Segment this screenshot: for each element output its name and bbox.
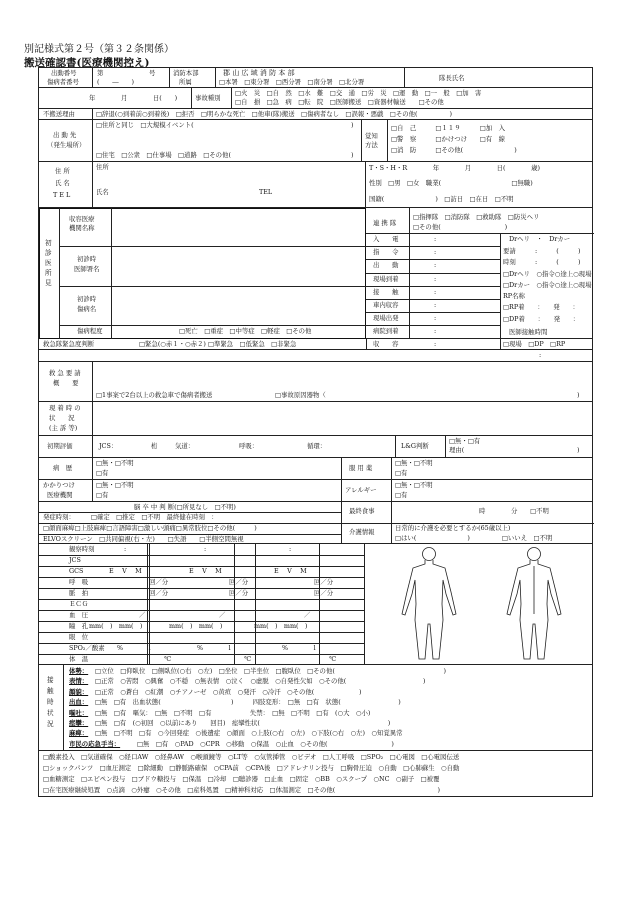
contact-item-label: 麻痺： [69, 729, 89, 738]
multi-ambulance-checkbox[interactable]: □1事案で2台以上の救急車で傷病者搬送 [96, 391, 213, 399]
treatment-section [38, 751, 593, 797]
initial-assessment-label: 初期評価 [47, 442, 73, 450]
arrival-status-label-3: (主 訴 等) [49, 424, 78, 432]
hospital-label-1: 収容医療 [69, 215, 95, 223]
station-checkboxes[interactable]: □本署 □東分署 □西分署 □南分署 □北分署 [219, 78, 365, 86]
report-method-sublabel: 方法 [365, 141, 378, 149]
contact-item-options[interactable]: □立位 □仰臥位 □側臥位(○右 ○左) □坐位 □半坐位 □腹臥位 □その他( ) [95, 667, 446, 675]
contact-item-options[interactable]: □無 □不明 □有 ○今回発症 ○後遺症 ○顔面 ○上肢(○右 ○左) ○下肢(○右 ○左) ○知覚異常 [95, 729, 403, 738]
patient-number-label: 傷病者番号 [47, 78, 79, 86]
time-value[interactable]: : [434, 287, 437, 296]
method-checkboxes-2[interactable]: □警 察 □かけつけ □有 線 [391, 135, 505, 143]
airway-field[interactable]: 気道： [175, 442, 195, 450]
address-label: 住 所 [55, 167, 70, 175]
time-label: 現場到着 [373, 274, 399, 283]
location-same-checkbox[interactable]: □住所と同じ □大規模イベント( [96, 121, 194, 129]
jcs-value[interactable]: 桁 [151, 442, 158, 450]
allergy-label: アレルギー [345, 486, 377, 494]
lg-reason-field[interactable]: 理由( [449, 446, 465, 454]
treatment-checkboxes[interactable]: □在宅医療継続処置 ○点滴 ○外瘻 ○その他 □産科処置 □精神科対応 □体温測定 □その他( ) [43, 786, 440, 794]
stroke-symptom-checkboxes[interactable]: □顔面麻痺□上肢麻痺□言語障害□激しい頭痛□異常肢位□その他( ) [43, 524, 257, 532]
paren-close: ) [351, 151, 354, 159]
contact-status-label: 接触時状況 [47, 676, 54, 728]
location-label: 出 動 先 [53, 131, 77, 139]
vital-value[interactable]: : [289, 545, 292, 553]
go-label: 号 [149, 69, 156, 77]
vital-value[interactable]: ℃ [329, 655, 337, 663]
vital-value[interactable]: : [124, 545, 127, 553]
vital-value[interactable]: E V M [109, 567, 142, 575]
tel-label: T E L [53, 191, 71, 199]
medication-label: 服 用 薬 [349, 464, 373, 472]
dp-arrival-field[interactable]: □DP着 ： 発 ： [503, 315, 580, 323]
last-meal-label: 最終食事 [349, 507, 375, 515]
support-team-checkboxes-2[interactable]: □その他( ) [413, 223, 508, 231]
paren-close: ) [577, 446, 580, 454]
vital-value[interactable]: mm( ) mm( ) [169, 622, 223, 630]
request-summary-sublabel: 概 要 [53, 379, 79, 387]
vital-value[interactable]: : [204, 545, 207, 553]
time-value[interactable]: : [434, 261, 437, 270]
contact-item-label: 体勢： [69, 667, 89, 675]
arrival-status-row [38, 402, 593, 436]
hospital-label-2: 機関名称 [69, 224, 95, 232]
allergy-yes-checkbox[interactable]: □有 [395, 491, 408, 499]
patient-row [38, 162, 593, 208]
care-checkboxes[interactable]: □はい( ) □いいえ □不明 [395, 534, 553, 542]
history-yes-checkbox[interactable]: □有 [96, 469, 109, 477]
vital-value[interactable]: 回／分 [149, 578, 169, 586]
stroke-row [38, 502, 593, 544]
vital-label: GCS [69, 567, 84, 575]
heli-time[interactable]: 時刻 : ( ) [503, 258, 581, 266]
dispatch-row [38, 67, 593, 88]
vital-value[interactable]: 回／分 [229, 589, 249, 597]
location-sublabel: （発生場所） [47, 141, 86, 149]
contact-item-options[interactable]: □正常 ○蒼白 ○紅潮 ○チアノーゼ ○黄疸 ○発汗 ○冷汗 ○その他( ) [95, 687, 362, 696]
care-question: 日常的に介護を必要とするか(65歳以上) [395, 524, 511, 532]
captain-name-label: 隊長氏名 [439, 74, 465, 82]
vital-value[interactable]: E V M [189, 567, 222, 575]
request-summary-row [38, 362, 593, 402]
vital-value[interactable]: % l [197, 644, 231, 652]
vital-value[interactable]: ／ [139, 611, 146, 619]
urgency-checkboxes[interactable]: □緊急(○赤１・○赤２) □準緊急 □低緊急 □非緊急 [139, 340, 297, 348]
vital-value[interactable]: 回／分 [229, 578, 249, 586]
last-meal-field[interactable]: 時 分 □不明 [479, 507, 549, 515]
urgency-label: 救急隊緊急度判断 [43, 340, 95, 348]
time-label: 病院到着 [373, 327, 399, 336]
paren-close: ) [351, 121, 354, 129]
form-title: 搬送確認書(医療機関控え) [24, 57, 150, 69]
elvo-checkboxes[interactable]: ELVOスクリーン □共同偏視(右・左) □失語 □半側空間無視 [43, 535, 244, 543]
family-doctor-none-checkbox[interactable]: □無・□不明 [96, 481, 134, 489]
contact-item-label: 表情： [69, 677, 89, 686]
vital-value[interactable]: ℃ [244, 655, 252, 663]
vital-label: 体 温 [69, 655, 89, 663]
time-label: 入 電 [373, 235, 399, 243]
hq-label: 消防本部 [173, 69, 199, 77]
body-diagram[interactable] [369, 544, 591, 665]
vital-value[interactable]: ／ [219, 611, 226, 619]
urgency-sub-row [38, 350, 593, 362]
vital-value[interactable]: mm( ) mm( ) [89, 622, 143, 630]
vital-label: SPO₂／酸素 [69, 644, 105, 652]
contact-item-label: 痙攣： [69, 719, 89, 727]
vital-label: ＥＣＧ [69, 600, 89, 608]
history-label: 病 歴 [53, 464, 73, 472]
form-number: 別記様式第２号（第３２条関係） [24, 44, 174, 55]
time-label: 接 触 [373, 287, 399, 296]
non-transport-label: 不搬送理由 [43, 110, 75, 118]
contact-item-options[interactable]: □無 □有 (○初回 ○以前にあり 回目) 痙攣性状( ) [95, 719, 391, 727]
time-label: 現場出発 [373, 314, 399, 323]
admission-time[interactable]: : [434, 340, 437, 348]
heli-request-time[interactable]: 要請 : ( ) [503, 247, 581, 255]
location-type-checkboxes[interactable]: □住宅 □公衆 □仕事場 □道路 □その他( [96, 151, 231, 159]
accident-object-checkbox[interactable]: □事故原因器物（ [275, 391, 326, 399]
time-value[interactable]: : [434, 274, 437, 283]
nationality-field[interactable]: 国籍( ) □訪日 □在日 □不明 [369, 195, 514, 203]
name-field[interactable]: 氏名 [96, 188, 109, 196]
date-incident-row [38, 88, 593, 109]
non-transport-checkboxes[interactable]: □辞退(○到着前○到着後) □拒否 □明らかな死亡 □他車(隊)搬送 □傷病者なし □誤報・悪戯 □その他( ) [96, 110, 452, 118]
heli-header: Drヘリ ・ Drカー [509, 235, 571, 243]
doctor-label-2: 医師署名 [74, 265, 100, 273]
report-method-label: 覚知 [365, 132, 378, 140]
doctor-contact-label: 医師接触時間 [509, 328, 548, 336]
family-doctor-label-2: 医療機関 [47, 491, 73, 499]
family-doctor-yes-checkbox[interactable]: □有 [96, 491, 109, 499]
breathing-field[interactable]: 呼吸： [239, 442, 259, 450]
time-label: 指 令 [373, 248, 399, 257]
vital-label: 脈 拍 [69, 589, 89, 597]
lg-checkbox[interactable]: □無・□有 [449, 437, 481, 445]
rp-name-field[interactable]: RP名称 [503, 292, 525, 300]
vital-value[interactable]: 回／分 [314, 578, 334, 586]
tel-field[interactable]: TEL [259, 188, 273, 196]
time-label: 車内収容 [373, 301, 399, 309]
treatment-checkboxes[interactable]: □血糖測定 □エピペン投与 □ブドウ糖投与 □保温 □冷却 □聴診器 □止血 □固定 ○BB ○スクープ ○NC ○副子 □被覆 [43, 775, 440, 783]
family-doctor-label-1: かかりつけ [43, 481, 75, 489]
body-back-figure [507, 548, 561, 660]
history-none-checkbox[interactable]: □無・□不明 [96, 459, 134, 467]
treatment-checkboxes[interactable]: □ショックパンツ □血圧測定 □除細動 □静脈路確保 ○CPA前 ○CPA後 □アドレナリン投与 □胸骨圧迫 ○自動 □心肺蘇生 ○自動 [43, 764, 460, 772]
contact-status-section [38, 665, 593, 751]
family-doctor-row [38, 480, 593, 502]
lg-label: L&G判断 [401, 442, 429, 450]
arrival-status-label-1: 現 着 時 の [49, 404, 81, 412]
vital-label: 観察時刻 [69, 545, 95, 553]
onset-time-field[interactable]: 発症時刻： □確定 □推定 □不明 最終健在時刻 ： [43, 513, 218, 521]
vital-label: 呼 吸 [69, 578, 89, 586]
arrival-status-label-2: 状 況 [49, 414, 75, 422]
vital-value[interactable]: 回／分 [149, 589, 169, 597]
sex-job-field[interactable]: 性別 □男 □女 職業( □無職) [369, 179, 533, 187]
initial-assessment-row [38, 436, 593, 458]
jcs-label: JCS： [99, 442, 118, 450]
vitals-section [38, 544, 593, 665]
severity-label: 傷病程度 [77, 327, 103, 335]
dispatch-number-label: 出動番号 [51, 69, 77, 77]
medication-none-checkbox[interactable]: □無・□不明 [395, 459, 433, 467]
diagnosis-label-1: 初診時 [77, 295, 97, 303]
contact-item-label: 市民の応急手当： [69, 739, 121, 748]
initial-findings-label: 初診医所見 [45, 239, 52, 287]
request-summary-label: 救 急 要 請 [49, 369, 81, 377]
medication-yes-checkbox[interactable]: □有 [395, 469, 408, 477]
stroke-header: 脳 卒 中 判 断(□所見なし □不明) [134, 503, 236, 511]
location-row [38, 120, 593, 162]
affiliation-label: 所属 [179, 78, 192, 86]
vital-value[interactable]: mm( ) mm( ) [254, 622, 308, 630]
contact-item-options[interactable]: □無 □有 出血状態( ) 四肢変形： □無 □有 状態( ) [95, 698, 401, 707]
support-team-label: 連 携 隊 [373, 219, 397, 227]
history-row [38, 458, 593, 480]
hq-name: 郡 山 広 域 消 防 本 部 [223, 69, 295, 77]
contact-item-options[interactable]: □無 □有 嘔気： □無 □不明 □有 失禁： □無 □不明 □有 (○大 ○小) [95, 708, 371, 717]
contact-item-label: 出血： [69, 698, 89, 707]
support-team-checkboxes-1[interactable]: □指揮隊 □消防隊 □救助隊 □防災ヘリ [413, 213, 540, 221]
doctor-label-1: 初診時 [77, 255, 97, 263]
treatment-checkboxes[interactable]: □酸素投入 □気道確保 ○経口AW ○経鼻AW ○喉頭鏡等 ○LT等 ○気管挿管 ○ビデオ □人工呼吸 □SPO₂ □心電図 □心電図伝送 [43, 753, 460, 761]
address-field[interactable]: 住所 [96, 163, 109, 171]
vital-label: JCS [69, 556, 81, 564]
diagnosis-label-2: 傷病名 [77, 305, 97, 313]
name-label: 氏 名 [55, 179, 70, 187]
patient-number-field[interactable]: ( ― ) [97, 78, 134, 86]
contact-item-options[interactable]: □無 □有 ○PAD ○CPR ○移動 ○保温 ○止血 ○その他( ) [137, 739, 394, 748]
paren-close: ) [577, 391, 580, 399]
vital-value[interactable]: E V M [274, 567, 307, 575]
allergy-none-checkbox[interactable]: □無・□不明 [395, 481, 433, 489]
vital-label: 血 圧 [69, 611, 89, 619]
doctor-contact-place[interactable]: □現場 □DP □RP [503, 340, 566, 348]
vital-value[interactable]: % l [282, 644, 316, 652]
incident-type-checkboxes-2[interactable]: □自 損 □急 病 □転 院 □医師搬送 □資器材輸送 □その他 [235, 98, 444, 106]
incident-type-checkboxes-1[interactable]: □火 災 □自 然 □水 難 □交 通 □労 災 □運 動 □一 般 □加 害 [235, 89, 482, 97]
method-checkboxes-3[interactable]: □消 防 □その他( ) [391, 146, 517, 154]
vital-value[interactable]: % l [117, 644, 151, 652]
vital-value[interactable]: ℃ [164, 655, 172, 663]
admission-label: 収 容 [373, 340, 399, 348]
dai-label: 第 [97, 69, 104, 77]
contact-item-options[interactable]: □正常 ○苦悶 ○興奮 ○不穏 ○無表情 ○泣く ○虚脱 ○自発性欠如 ○その他( ) [95, 677, 426, 686]
heli-drheli-checkbox[interactable]: □Drヘリ ○指令○途上○現場 [503, 270, 592, 278]
birth-date-field[interactable]: T・S・H・R 年 月 日( 歳) [369, 164, 540, 172]
medical-section [38, 208, 593, 339]
heli-drcar-checkbox[interactable]: □Drカー ○指令○途上○現場 [503, 281, 592, 289]
vital-value[interactable]: ／ [304, 611, 311, 619]
body-front-figure [402, 548, 456, 660]
method-checkboxes-1[interactable]: □自 己 □１１９ □加 入 [391, 124, 505, 132]
doctor-contact-time[interactable]: : [539, 351, 542, 359]
vital-value[interactable]: 回／分 [314, 589, 334, 597]
care-info-label: 介護情報 [349, 528, 375, 536]
dispatch-date-field[interactable]: 年 月 日( ) [89, 94, 178, 102]
time-value[interactable]: : [434, 235, 437, 243]
time-value[interactable]: : [434, 327, 437, 336]
vital-label: 眼 位 [69, 633, 89, 641]
transport-form [38, 67, 593, 797]
rp-arrival-field[interactable]: □RP着 ： 発 ： [503, 303, 579, 311]
time-value[interactable]: : [434, 301, 437, 309]
time-value[interactable]: : [434, 248, 437, 257]
time-label: 出 動 [373, 261, 399, 270]
urgency-row [38, 339, 593, 350]
contact-item-label: 嘔吐： [69, 708, 89, 717]
contact-item-label: 顔貌： [69, 687, 89, 696]
severity-checkboxes[interactable]: □死亡 □重症 □中等症 □軽症 □その他 [179, 327, 312, 335]
non-transport-row [38, 109, 593, 120]
incident-type-label: 事故種別 [195, 94, 221, 102]
vital-label: 瞳 孔 [69, 622, 89, 630]
time-value[interactable]: : [434, 314, 437, 323]
circulation-field[interactable]: 循環： [307, 442, 327, 450]
